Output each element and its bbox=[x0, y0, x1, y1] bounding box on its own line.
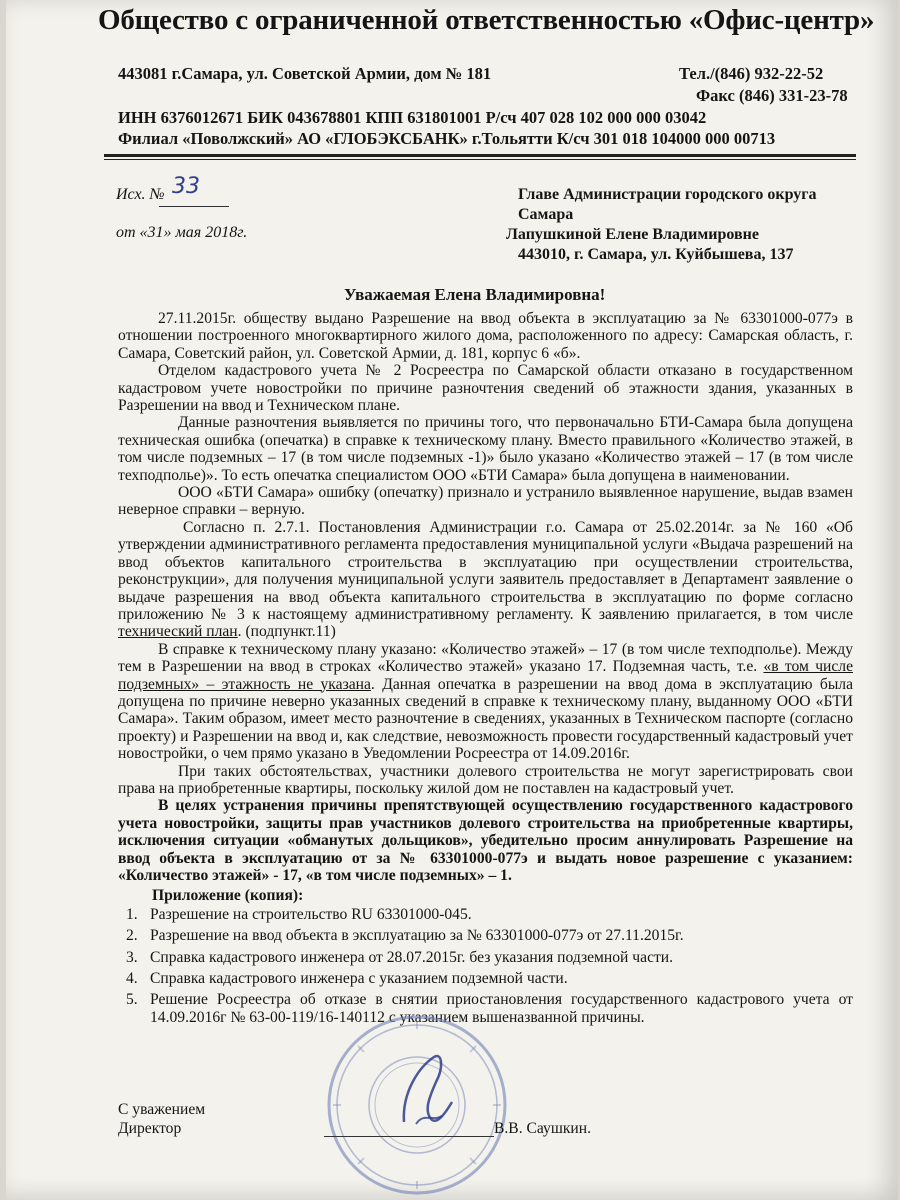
paragraph-4: ООО «БТИ Самара» ошибку (опечатку) признало и устранило выявленное нарушение, выдав взамен неверное справки – верную. bbox=[118, 484, 853, 519]
outgoing-number-handwritten: 33 bbox=[172, 174, 200, 199]
header-rule-thin bbox=[104, 159, 856, 160]
paragraph-5-text: Согласно п. 2.7.1. Постановления Администрации г.о. Самара от 25.02.2014г. за № 160 «Об утверждении административного регламента предоставления муниципальной услуги «Выдача разрешений на ввод объектов капитального строительства в эксплуатацию при осуществлении строительства, реконструкции», для получения муниципальной услуги заявитель предоставляет в Департамент заявление о выдаче разрешения на ввод объекта капитального строительства в эксплуатацию по форме согласно приложению № 3 к настоящему административному регламенту. К заявлению прилагается, в том числе bbox=[118, 518, 853, 623]
paragraph-5-end: . (подпункт.11) bbox=[237, 623, 336, 641]
paragraph-6 bbox=[118, 641, 853, 763]
attachment-number: 3. bbox=[126, 948, 138, 966]
addressee-line3: Лапушкиной Елене Владимировне bbox=[506, 226, 759, 243]
attachment-number: 1. bbox=[126, 905, 138, 923]
closing-regards: С уважением bbox=[118, 1101, 206, 1118]
technical-plan-underlined: технический план bbox=[118, 623, 238, 641]
outgoing-number-label: Исх. № bbox=[116, 186, 165, 203]
attachments-list bbox=[118, 906, 853, 1026]
request-paragraph: В целях устранения причины препятствующей осуществлению государственного кадастрового учета новостройки, защиты прав участников долевого строительства на приобретенные квартиры, исключения ситуации «обманутых дольщиков», убедительно просим аннулировать Разрешение на ввод объекта в эксплуатацию от за № 63301000-077э и выдать новое разрешение с указанием: «Количество этажей» - 17, «в том числе подземных» – 1. bbox=[118, 797, 853, 884]
addressee-line4: 443010, г. Самара, ул. Куйбышева, 137 bbox=[518, 246, 794, 263]
attachment-text: Разрешение на ввод объекта в эксплуатацию за № 63301000-077э от 27.11.2015г. bbox=[150, 927, 684, 945]
signature-line bbox=[324, 1136, 494, 1137]
attachment-item bbox=[118, 927, 853, 944]
attachment-text: Разрешение на строительство RU 63301000-045. bbox=[150, 905, 472, 923]
attachment-item bbox=[118, 906, 853, 923]
attachment-number: 5. bbox=[126, 991, 138, 1009]
letter-date: от «31» мая 2018г. bbox=[116, 224, 248, 241]
underground-floors-underlined: «в том числе подземных» – этажность не указана bbox=[118, 658, 854, 693]
salutation: Уважаемая Елена Владимировна! bbox=[344, 285, 606, 304]
attachment-text: Справка кадастрового инженера от 28.07.2015г. без указания подземной части. bbox=[150, 948, 674, 966]
paragraph-5 bbox=[118, 519, 853, 641]
paragraph-2: Отделом кадастрового учета № 2 Росреестра по Самарской области отказано в государственном кадастровом учете новостройки по причине разночтения сведений об этажности здания, указанных в Разрешении на ввод и Техническом плане. bbox=[118, 362, 853, 415]
paragraph-6-end: . Данная опечатка в разрешении на ввод дома в эксплуатацию была допущена по причине неверно указанных сведений в справке к техническому плану, выданному ООО «БТИ Самара». Таким образом, имеет место разночтение в сведениях, указанных в Техническом паспорте (согласно проекту) и Разрешении на ввод и, как следствие, невозможность провести государственный кадастровый учет новостройки, о чем прямо указано в Уведомлении Росреестра от 14.09.2016г. bbox=[118, 675, 853, 763]
paragraph-3: Данные разночтения выявляется по причины того, что первоначально БТИ-Самара была допущена техническая ошибка (опечатка) в справке к техническому плану. Вместо правильного «Количество этажей, в том числе подземных – 17 (в том числе подземных -1)» было указано «Количество этажей – 17 (в том числе техподполье)». То есть опечатка специалистом ООО «БТИ Самара» была допущена в наименовании. bbox=[118, 414, 853, 484]
attachment-item bbox=[118, 949, 853, 966]
attachment-number: 4. bbox=[126, 970, 138, 988]
bank-details-line1: ИНН 6376012671 БИК 043678801 КПП 631801001 Р/сч 407 028 102 000 000 03042 bbox=[118, 108, 707, 127]
attachment-text: Решение Росреестра об отказе в снятии приостановления государственного кадастрового учета от 14.09.2016г № 63-00-119/16-140112 с указанием вышеназванной причины. bbox=[150, 991, 853, 1026]
attachment-item bbox=[118, 991, 853, 1026]
signer-position: Директор bbox=[118, 1120, 182, 1137]
letter-body bbox=[118, 310, 853, 1030]
attachment-number: 2. bbox=[126, 927, 138, 945]
paragraph-1: 27.11.2015г. обществу выдано Разрешение на ввод объекта в эксплуатацию за № 63301000-077э в отношении построенного многоквартирного жилого дома, расположенного по адресу: Самарская область, г. Самара, Советский район, ул. Советской Армии, д. 181, корпус 6 «б». bbox=[118, 310, 853, 362]
header-rule-thick bbox=[104, 154, 856, 157]
outgoing-number-line bbox=[159, 206, 229, 207]
addressee-line1: Главе Администрации городского округа bbox=[518, 186, 817, 203]
paragraph-6-text: В справке к техническому плану указано: «Количество этажей» – 17 (в том числе техподполье). Между тем в Разрешении на ввод в строках «Количество этажей» указано 17. Подземная часть, т.е. bbox=[118, 640, 853, 676]
attachments-title: Приложение (копия): bbox=[152, 887, 304, 905]
company-phone: Тел./(846) 932-22-52 bbox=[679, 64, 824, 83]
signer-name: В.В. Саушкин. bbox=[494, 1120, 591, 1137]
company-fax: Факс (846) 331-23-78 bbox=[696, 86, 848, 105]
bank-details-line2: Филиал «Поволжский» АО «ГЛОБЭКСБАНК» г.Тольятти К/сч 301 018 104000 000 00713 bbox=[118, 129, 776, 148]
attachment-text: Справка кадастрового инженера с указанием подземной части. bbox=[150, 970, 568, 988]
company-name: Общество с ограниченной ответственностью «Офис-центр» bbox=[98, 4, 875, 36]
company-seal-stamp bbox=[324, 1012, 510, 1198]
addressee-line2: Самара bbox=[518, 206, 574, 223]
attachment-item bbox=[118, 970, 853, 987]
letter-sheet bbox=[6, 0, 898, 1200]
company-address: 443081 г.Самара, ул. Советской Армии, дом № 181 bbox=[118, 64, 492, 83]
paragraph-7: При таких обстоятельствах, участники долевого строительства не могут зарегистрировать свои права на приобретенные квартиры, поскольку жилой дом не поставлен на кадастровый учет. bbox=[118, 762, 853, 797]
